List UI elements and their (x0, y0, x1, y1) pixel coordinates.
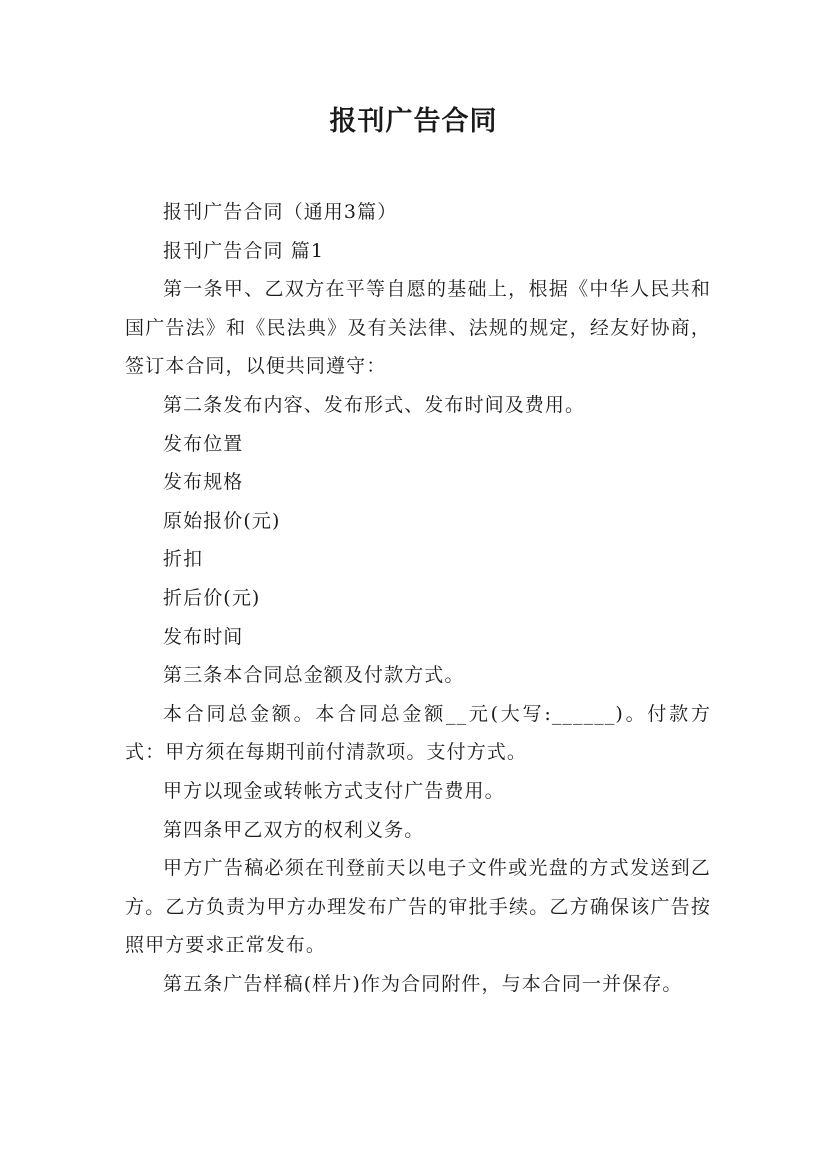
paragraph: 第三条本合同总金额及付款方式。 (163, 664, 465, 687)
paragraph: 报刊广告合同（通用3篇） (163, 201, 398, 223)
paragraph: 第二条发布内容、发布形式、发布时间及费用。 (163, 393, 586, 416)
paragraph: 折扣 (163, 548, 204, 571)
paragraph: 折后价(元) (163, 586, 261, 609)
paragraph: 第一条甲、乙双方在平等自愿的基础上，根据《中华人民共和国广告法》和《民法典》及有关法律、法规的规定，经友好协商，签订本合同，以便共同遵守： (125, 278, 711, 378)
document-body (125, 193, 711, 1003)
paragraph: 第四条甲乙双方的权利义务。 (163, 818, 425, 841)
paragraph: 本合同总金额。本合同总金额__元(大写:______)。付款方式：甲方须在每期刊前付清款项。支付方式。 (125, 702, 711, 764)
document-title: 报刊广告合同 (329, 106, 498, 137)
paragraph: 发布时间 (163, 625, 244, 648)
paragraph: 原始报价(元) (163, 509, 281, 532)
paragraph: 报刊广告合同 篇1 (163, 239, 325, 262)
paragraph: 发布位置 (163, 432, 244, 455)
paragraph: 甲方以现金或转帐方式支付广告费用。 (163, 779, 505, 802)
paragraph: 甲方广告稿必须在刊登前天以电子文件或光盘的方式发送到乙方。乙方负责为甲方办理发布广告的审批手续。乙方确保该广告按照甲方要求正常发布。 (125, 857, 711, 957)
paragraph: 第五条广告样稿(样片)作为合同附件，与本合同一并保存。 (163, 972, 683, 995)
paragraph: 发布规格 (163, 471, 244, 494)
